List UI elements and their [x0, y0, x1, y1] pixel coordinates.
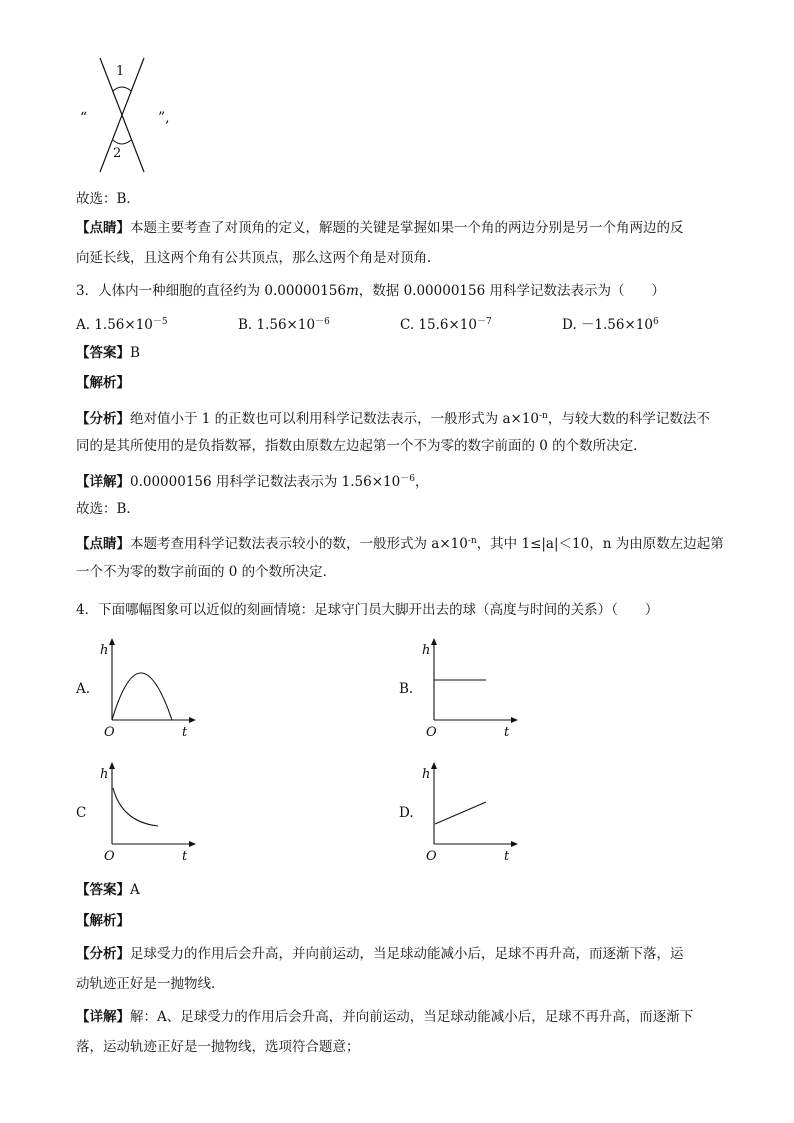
q3-comment-line2: 一个不为零的数字前面的 0 的个数所决定． — [76, 564, 337, 580]
q2-comment-line1 — [76, 219, 684, 237]
q3-option-c: C. $15.6\times 10^{-7}$ — [400, 317, 492, 333]
q3-stem-unit: m — [345, 283, 359, 299]
graph-c-plot — [96, 760, 206, 868]
graph-b-plot — [418, 636, 528, 744]
fenxi-tag: 【分析】 — [76, 411, 130, 427]
q3-answer — [76, 344, 140, 362]
angle-2-arc — [113, 140, 131, 144]
quote-open: “ — [80, 110, 88, 126]
graph-a-plot — [96, 636, 206, 744]
q3-choice: 故选：B． — [76, 501, 140, 517]
q4-detail-line2: 落，运动轨迹正好是一抛物线，选项符合题意； — [76, 1039, 360, 1055]
svg-text:h: h — [422, 643, 431, 658]
q4-analysis-tag: 【解析】 — [76, 913, 130, 929]
comment-text: 本题主要考查了对顶角的定义，解题的关键是掌握如果一个角的两边分别是另一个角两边的反 — [130, 220, 684, 236]
detail-tag: 【详解】 — [76, 474, 130, 490]
q4-answer — [76, 881, 140, 899]
increasing-line — [435, 802, 486, 824]
graph-c-label: C — [76, 805, 87, 821]
comment-tag: 【点睛】 — [76, 536, 130, 552]
graph-d-plot — [418, 760, 528, 868]
graph-b-label: B. — [399, 681, 414, 697]
angle-2-label: 2 — [113, 146, 122, 161]
q3-stem — [76, 282, 665, 300]
answer-value: B — [130, 345, 140, 361]
svg-text:t: t — [182, 725, 188, 740]
q2-choice: 故选：B． — [76, 191, 140, 207]
angle-1-label: 1 — [116, 64, 125, 79]
svg-text:t: t — [504, 725, 510, 740]
q3-analysis-tag: 【解析】 — [76, 375, 130, 391]
q4-detail-line1: 【详解】解：A、足球受力的作用后会升高，并向前运动，当足球动能减小后，足球不再升高，而逐渐下 — [76, 1009, 694, 1025]
parabola-curve — [112, 673, 172, 720]
svg-text:h: h — [100, 643, 109, 658]
q3-stem-post: ，数据 0.00000156 用科学记数法表示为（ ） — [358, 283, 665, 299]
fenxi-tag: 【分析】 — [76, 946, 130, 962]
q3-fenxi-line1: 【分析】绝对值小于 1 的正数也可以利用科学记数法表示，一般形式为 $a\times 10^{-n}$，与较大数的科学记数法不 — [76, 411, 710, 427]
svg-text:O: O — [426, 725, 437, 740]
quote-close: ”, — [158, 110, 170, 126]
q2-comment-line2: 向延长线，且这两个角有公共顶点，那么这两个角是对顶角． — [76, 250, 441, 266]
q3-option-b: B. $1.56\times 10^{-6}$ — [238, 317, 330, 333]
svg-text:h: h — [422, 767, 431, 782]
answer-tag: 【答案】 — [76, 882, 130, 898]
q4-fenxi-line1: 【分析】足球受力的作用后会升高，并向前运动，当足球动能减小后，足球不再升高，而逐渐下落，运 — [76, 946, 684, 962]
svg-text:O: O — [104, 849, 115, 864]
q3-fenxi-line2: 同的是其所使用的是负指数幂，指数由原数左边起第一个不为零的数字前面的 0 的个数所决定． — [76, 438, 647, 454]
answer-value: A — [130, 882, 140, 898]
q3-comment-line1: 【点睛】本题考查用科学记数法表示较小的数，一般形式为 $a\times 10^{-n}$，其中 1≤|a|＜10，n 为由原数左边起第 — [76, 536, 724, 552]
q3-detail: 【详解】0.00000156 用科学记数法表示为 $1.56\times 10^{-6}$， — [76, 474, 429, 490]
graph-d-label: D. — [399, 805, 414, 821]
decay-curve — [113, 788, 158, 826]
svg-text:t: t — [504, 849, 510, 864]
svg-text:t: t — [182, 849, 188, 864]
q3-option-d: D. $-1.56\times 10^6$ — [562, 317, 659, 333]
q3-stem-pre: 3．人体内一种细胞的直径约为 0.00000156 — [76, 283, 346, 299]
angle-1-arc — [113, 87, 131, 91]
detail-tag: 【详解】 — [76, 1009, 130, 1025]
answer-tag: 【答案】 — [76, 345, 130, 361]
svg-text:O: O — [426, 849, 437, 864]
comment-tag: 【点睛】 — [76, 220, 130, 236]
graph-a-label: A. — [76, 681, 91, 697]
q4-fenxi-line2: 动轨迹正好是一抛物线． — [76, 976, 225, 992]
svg-text:O: O — [104, 725, 115, 740]
q4-stem: 4．下面哪幅图象可以近似的刻画情境：足球守门员大脚开出去的球（高度与时间的关系）（ ） — [76, 602, 659, 618]
q3-option-a: A. $1.56\times 10^{-5}$ — [76, 317, 168, 333]
svg-text:h: h — [100, 767, 109, 782]
